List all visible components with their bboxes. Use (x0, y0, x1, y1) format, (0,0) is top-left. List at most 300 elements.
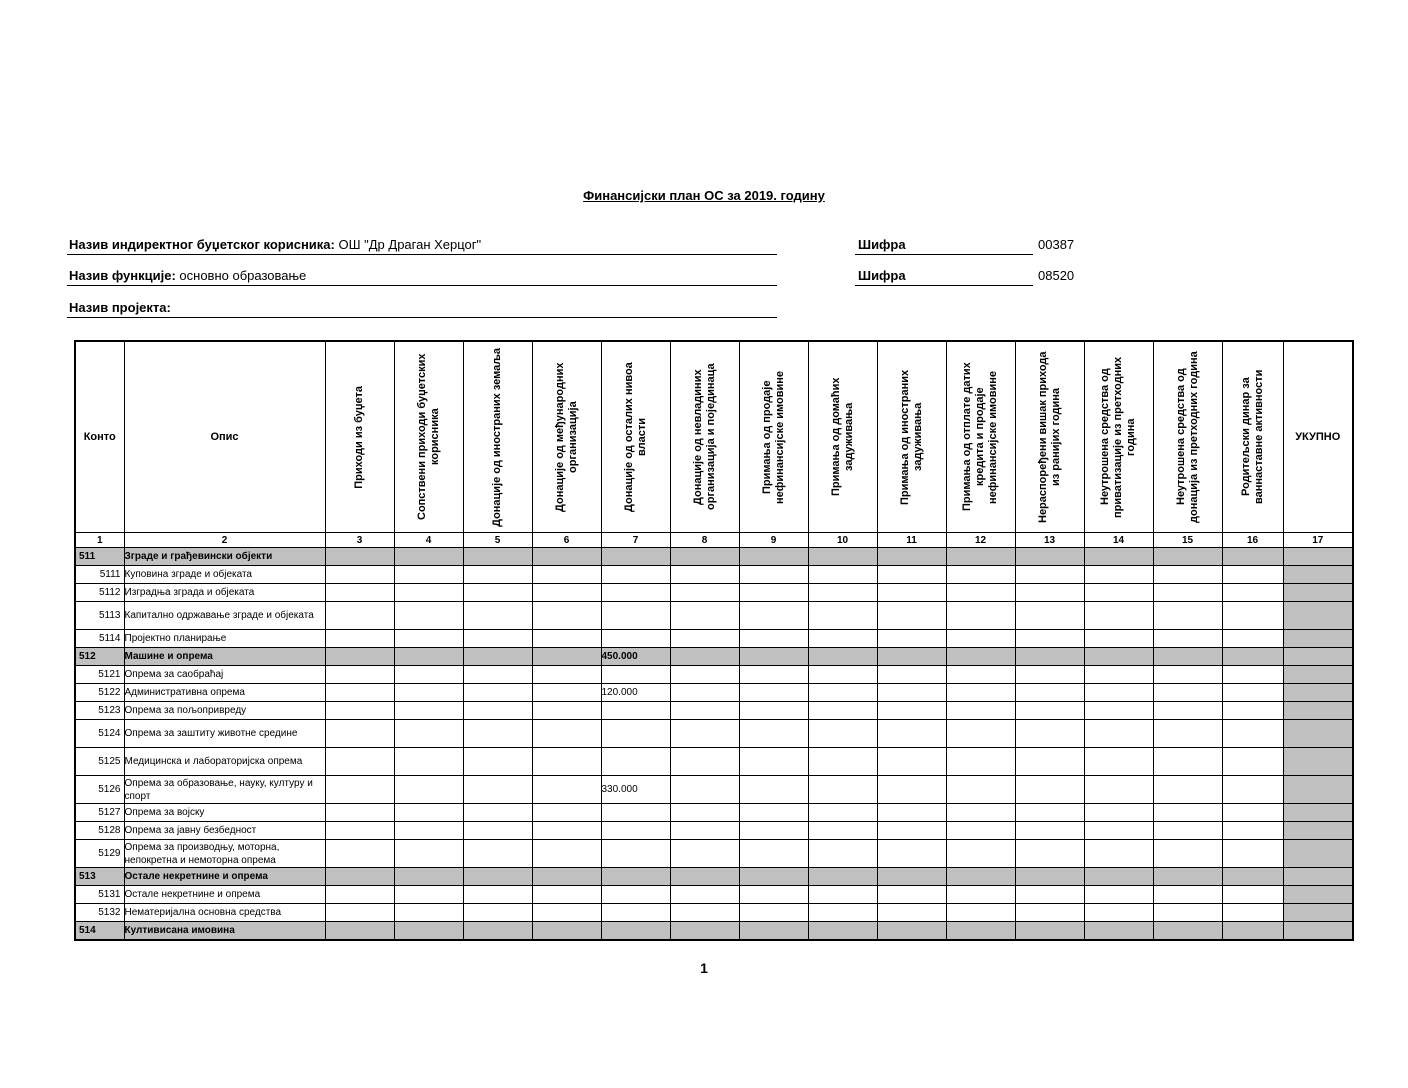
value-cell (394, 630, 463, 648)
value-cell (463, 840, 532, 868)
value-cell (532, 840, 601, 868)
value-cell (1153, 822, 1222, 840)
konto-cell: 5112 (75, 584, 124, 602)
amount-cell (601, 666, 670, 684)
value-cell (946, 566, 1015, 584)
value-cell (1084, 548, 1153, 566)
value-cell (739, 904, 808, 922)
value-cell (877, 566, 946, 584)
value-cell (1084, 602, 1153, 630)
value-cell (394, 886, 463, 904)
value-cell (1153, 840, 1222, 868)
value-cell (1222, 702, 1283, 720)
amount-cell (601, 922, 670, 941)
value-cell (946, 822, 1015, 840)
value-cell (532, 720, 601, 748)
konto-cell: 5131 (75, 886, 124, 904)
value-cell (739, 602, 808, 630)
opis-cell: Култивисана имовина (124, 922, 325, 941)
value-cell (1084, 922, 1153, 941)
column-number: 5 (463, 533, 532, 548)
value-cell (1222, 602, 1283, 630)
project-row (69, 300, 171, 318)
value-cell (670, 666, 739, 684)
value-cell (463, 548, 532, 566)
column-number: 16 (1222, 533, 1283, 548)
value-cell (1015, 566, 1084, 584)
code-value-1: 00387 (1038, 237, 1075, 252)
value-cell (394, 548, 463, 566)
value-cell (1222, 630, 1283, 648)
value-cell (325, 584, 394, 602)
konto-cell: 514 (75, 922, 124, 941)
value-cell (1015, 548, 1084, 566)
opis-cell: Опрема за заштиту животне средине (124, 720, 325, 748)
opis-cell: Машине и опрема (124, 648, 325, 666)
value-cell (325, 548, 394, 566)
value-cell (739, 566, 808, 584)
value-cell (670, 584, 739, 602)
value-cell (670, 684, 739, 702)
value-cell (1084, 904, 1153, 922)
value-cell (1222, 776, 1283, 804)
value-cell (808, 702, 877, 720)
value-cell (325, 840, 394, 868)
value-cell (808, 548, 877, 566)
value-cell (532, 566, 601, 584)
value-cell (1084, 648, 1153, 666)
value-cell (532, 584, 601, 602)
value-cell (1084, 748, 1153, 776)
function-label: Назив функције: (69, 268, 176, 283)
value-cell (877, 666, 946, 684)
total-cell (1283, 584, 1353, 602)
financial-plan-table (74, 340, 1354, 941)
value-cell (670, 776, 739, 804)
value-cell (1153, 922, 1222, 941)
user-value: ОШ "Др Драган Херцог" (338, 237, 482, 252)
col-header-11: Примања од иностраних задуживања (877, 341, 946, 533)
value-cell (946, 868, 1015, 886)
value-cell (325, 566, 394, 584)
value-cell (670, 840, 739, 868)
value-cell (325, 720, 394, 748)
value-cell (1015, 804, 1084, 822)
konto-cell: 5122 (75, 684, 124, 702)
value-cell (670, 868, 739, 886)
value-cell (739, 630, 808, 648)
value-cell (1015, 922, 1084, 941)
value-cell (808, 776, 877, 804)
value-cell (670, 602, 739, 630)
total-cell (1283, 566, 1353, 584)
col-header-15: Неутрошена средства од донација из претходних година (1153, 341, 1222, 533)
value-cell (739, 776, 808, 804)
value-cell (1084, 566, 1153, 584)
value-cell (1084, 720, 1153, 748)
value-cell (325, 922, 394, 941)
col-header-6: Донације од међународних организација (532, 341, 601, 533)
column-number: 17 (1283, 533, 1353, 548)
value-cell (394, 648, 463, 666)
page-number: 1 (700, 960, 708, 976)
value-cell (1153, 804, 1222, 822)
amount-cell (601, 584, 670, 602)
code-value-2: 08520 (1038, 268, 1075, 283)
value-cell (808, 584, 877, 602)
value-cell (394, 602, 463, 630)
value-cell (1084, 702, 1153, 720)
table-row (75, 804, 1353, 822)
table-row (75, 904, 1353, 922)
value-cell (1153, 602, 1222, 630)
value-cell (463, 630, 532, 648)
col-header-12: Примања од отплате датих кредита и продаје нефинансијске имовине (946, 341, 1015, 533)
col-header-16: Родитељски динар за ваннаставне активности (1222, 341, 1283, 533)
value-cell (532, 648, 601, 666)
konto-cell: 5114 (75, 630, 124, 648)
value-cell (1222, 666, 1283, 684)
project-label: Назив пројекта: (69, 300, 171, 315)
value-cell (877, 702, 946, 720)
value-cell (394, 666, 463, 684)
value-cell (463, 648, 532, 666)
value-cell (532, 702, 601, 720)
total-cell (1283, 868, 1353, 886)
total-cell (1283, 666, 1353, 684)
value-cell (946, 720, 1015, 748)
value-cell (670, 748, 739, 776)
table-row (75, 886, 1353, 904)
value-cell (394, 804, 463, 822)
value-cell (1015, 720, 1084, 748)
value-cell (808, 868, 877, 886)
amount-cell: 330.000 (601, 776, 670, 804)
amount-cell (601, 886, 670, 904)
table-row (75, 702, 1353, 720)
value-cell (325, 776, 394, 804)
table-body (75, 548, 1353, 941)
value-cell (1084, 776, 1153, 804)
value-cell (463, 804, 532, 822)
value-cell (670, 702, 739, 720)
value-cell (946, 804, 1015, 822)
total-cell (1283, 630, 1353, 648)
total-cell (1283, 702, 1353, 720)
value-cell (394, 702, 463, 720)
value-cell (739, 684, 808, 702)
value-cell (1222, 684, 1283, 702)
value-cell (946, 666, 1015, 684)
value-cell (808, 720, 877, 748)
value-cell (463, 684, 532, 702)
value-cell (1084, 868, 1153, 886)
value-cell (670, 886, 739, 904)
table-row (75, 748, 1353, 776)
column-number: 1 (75, 533, 124, 548)
value-cell (394, 822, 463, 840)
opis-cell: Опрема за производњу, моторна, непокретна и немоторна опрема (124, 840, 325, 868)
value-cell (670, 548, 739, 566)
total-cell (1283, 602, 1353, 630)
amount-cell (601, 840, 670, 868)
value-cell (463, 904, 532, 922)
value-cell (946, 684, 1015, 702)
konto-cell: 513 (75, 868, 124, 886)
value-cell (325, 904, 394, 922)
total-cell (1283, 904, 1353, 922)
value-cell (808, 602, 877, 630)
value-cell (532, 776, 601, 804)
value-cell (532, 548, 601, 566)
value-cell (808, 804, 877, 822)
konto-cell: 5128 (75, 822, 124, 840)
table-row (75, 868, 1353, 886)
value-cell (1084, 666, 1153, 684)
column-number: 11 (877, 533, 946, 548)
konto-cell: 5123 (75, 702, 124, 720)
value-cell (739, 922, 808, 941)
table-row (75, 648, 1353, 666)
value-cell (325, 868, 394, 886)
value-cell (1153, 584, 1222, 602)
value-cell (532, 684, 601, 702)
table-row (75, 822, 1353, 840)
konto-cell: 5132 (75, 904, 124, 922)
value-cell (739, 840, 808, 868)
column-number: 6 (532, 533, 601, 548)
value-cell (877, 648, 946, 666)
amount-cell: 450.000 (601, 648, 670, 666)
value-cell (532, 602, 601, 630)
user-label: Назив индиректног буџетског корисника: (69, 237, 335, 252)
column-number: 7 (601, 533, 670, 548)
value-cell (325, 702, 394, 720)
value-cell (1153, 566, 1222, 584)
table-row (75, 684, 1353, 702)
col-header-total: УКУПНО (1283, 341, 1353, 533)
underline (67, 254, 777, 255)
value-cell (877, 720, 946, 748)
total-cell (1283, 804, 1353, 822)
value-cell (1153, 666, 1222, 684)
value-cell (877, 630, 946, 648)
value-cell (739, 748, 808, 776)
table-row (75, 776, 1353, 804)
opis-cell: Остале некретнине и опрема (124, 868, 325, 886)
column-number: 13 (1015, 533, 1084, 548)
value-cell (946, 702, 1015, 720)
amount-cell (601, 702, 670, 720)
value-cell (1084, 684, 1153, 702)
value-cell (946, 548, 1015, 566)
value-cell (1084, 840, 1153, 868)
value-cell (1153, 904, 1222, 922)
value-cell (1222, 584, 1283, 602)
value-cell (808, 684, 877, 702)
amount-cell (601, 804, 670, 822)
value-cell (532, 666, 601, 684)
value-cell (1015, 776, 1084, 804)
table-row (75, 630, 1353, 648)
value-cell (532, 822, 601, 840)
value-cell (1015, 822, 1084, 840)
opis-cell: Опрема за јавну безбедност (124, 822, 325, 840)
opis-cell: Зграде и грађевински објекти (124, 548, 325, 566)
column-number: 2 (124, 533, 325, 548)
value-cell (1222, 720, 1283, 748)
value-cell (394, 566, 463, 584)
value-cell (808, 840, 877, 868)
value-cell (946, 840, 1015, 868)
document-title: Финансијски план ОС за 2019. годину (583, 188, 825, 203)
amount-cell (601, 904, 670, 922)
column-number: 14 (1084, 533, 1153, 548)
column-number: 15 (1153, 533, 1222, 548)
value-cell (532, 868, 601, 886)
value-cell (394, 840, 463, 868)
value-cell (808, 648, 877, 666)
col-header-opis: Опис (124, 341, 325, 533)
value-cell (1015, 840, 1084, 868)
value-cell (1222, 904, 1283, 922)
konto-cell: 512 (75, 648, 124, 666)
amount-cell (601, 720, 670, 748)
value-cell (670, 922, 739, 941)
col-header-4: Сопствени приходи буџетских корисника (394, 341, 463, 533)
column-number: 10 (808, 533, 877, 548)
column-number: 4 (394, 533, 463, 548)
value-cell (394, 720, 463, 748)
value-cell (946, 648, 1015, 666)
opis-cell: Остале некретнине и опрема (124, 886, 325, 904)
value-cell (463, 602, 532, 630)
value-cell (463, 566, 532, 584)
col-header-14: Неутрошена средства од приватизације из претходних година (1084, 341, 1153, 533)
value-cell (1153, 886, 1222, 904)
code-label-2: Шифра (858, 268, 906, 283)
value-cell (1153, 776, 1222, 804)
value-cell (1015, 584, 1084, 602)
underline (855, 254, 1033, 255)
table-row (75, 584, 1353, 602)
total-cell (1283, 720, 1353, 748)
opis-cell: Пројектно планирање (124, 630, 325, 648)
value-cell (877, 602, 946, 630)
column-number: 3 (325, 533, 394, 548)
opis-cell: Опрема за образовање, науку, културу и спорт (124, 776, 325, 804)
underline (855, 285, 1033, 286)
value-cell (325, 822, 394, 840)
value-cell (1084, 822, 1153, 840)
table-row (75, 566, 1353, 584)
value-cell (808, 666, 877, 684)
opis-cell: Опрема за саобраћај (124, 666, 325, 684)
value-cell (1015, 648, 1084, 666)
value-cell (394, 868, 463, 886)
value-cell (394, 748, 463, 776)
value-cell (1084, 886, 1153, 904)
value-cell (808, 748, 877, 776)
value-cell (1084, 630, 1153, 648)
value-cell (670, 648, 739, 666)
amount-cell: 120.000 (601, 684, 670, 702)
value-cell (1015, 886, 1084, 904)
total-cell (1283, 776, 1353, 804)
table-row (75, 602, 1353, 630)
value-cell (394, 584, 463, 602)
value-cell (1153, 720, 1222, 748)
value-cell (946, 630, 1015, 648)
value-cell (325, 602, 394, 630)
value-cell (325, 886, 394, 904)
column-number: 8 (670, 533, 739, 548)
value-cell (463, 702, 532, 720)
col-header-7: Донације од осталих нивоа власти (601, 341, 670, 533)
value-cell (532, 922, 601, 941)
value-cell (808, 630, 877, 648)
value-cell (463, 886, 532, 904)
konto-cell: 5121 (75, 666, 124, 684)
value-cell (670, 566, 739, 584)
amount-cell (601, 566, 670, 584)
opis-cell: Изградња зграда и објеката (124, 584, 325, 602)
underline (67, 317, 777, 318)
table-row (75, 548, 1353, 566)
value-cell (946, 584, 1015, 602)
opis-cell: Опрема за војску (124, 804, 325, 822)
value-cell (1222, 804, 1283, 822)
value-cell (808, 904, 877, 922)
col-header-5: Донације од иностраних земаља (463, 341, 532, 533)
opis-cell: Куповина зграде и објеката (124, 566, 325, 584)
function-row (69, 268, 306, 286)
konto-cell: 511 (75, 548, 124, 566)
value-cell (1222, 548, 1283, 566)
total-cell (1283, 886, 1353, 904)
value-cell (1153, 684, 1222, 702)
table-row (75, 720, 1353, 748)
underline (67, 285, 777, 286)
value-cell (877, 684, 946, 702)
total-cell (1283, 748, 1353, 776)
konto-cell: 5126 (75, 776, 124, 804)
value-cell (877, 886, 946, 904)
value-cell (877, 840, 946, 868)
total-cell (1283, 648, 1353, 666)
value-cell (1153, 630, 1222, 648)
table-row (75, 666, 1353, 684)
value-cell (739, 666, 808, 684)
value-cell (808, 566, 877, 584)
table-row (75, 922, 1353, 941)
value-cell (877, 804, 946, 822)
col-header-9: Примања од продаје нефинансијске имовине (739, 341, 808, 533)
value-cell (1015, 602, 1084, 630)
total-cell (1283, 684, 1353, 702)
value-cell (463, 584, 532, 602)
value-cell (877, 868, 946, 886)
value-cell (877, 748, 946, 776)
value-cell (877, 922, 946, 941)
value-cell (394, 684, 463, 702)
total-cell (1283, 548, 1353, 566)
value-cell (1222, 748, 1283, 776)
value-cell (877, 584, 946, 602)
value-cell (670, 630, 739, 648)
value-cell (1222, 868, 1283, 886)
column-number-row (75, 533, 1353, 548)
